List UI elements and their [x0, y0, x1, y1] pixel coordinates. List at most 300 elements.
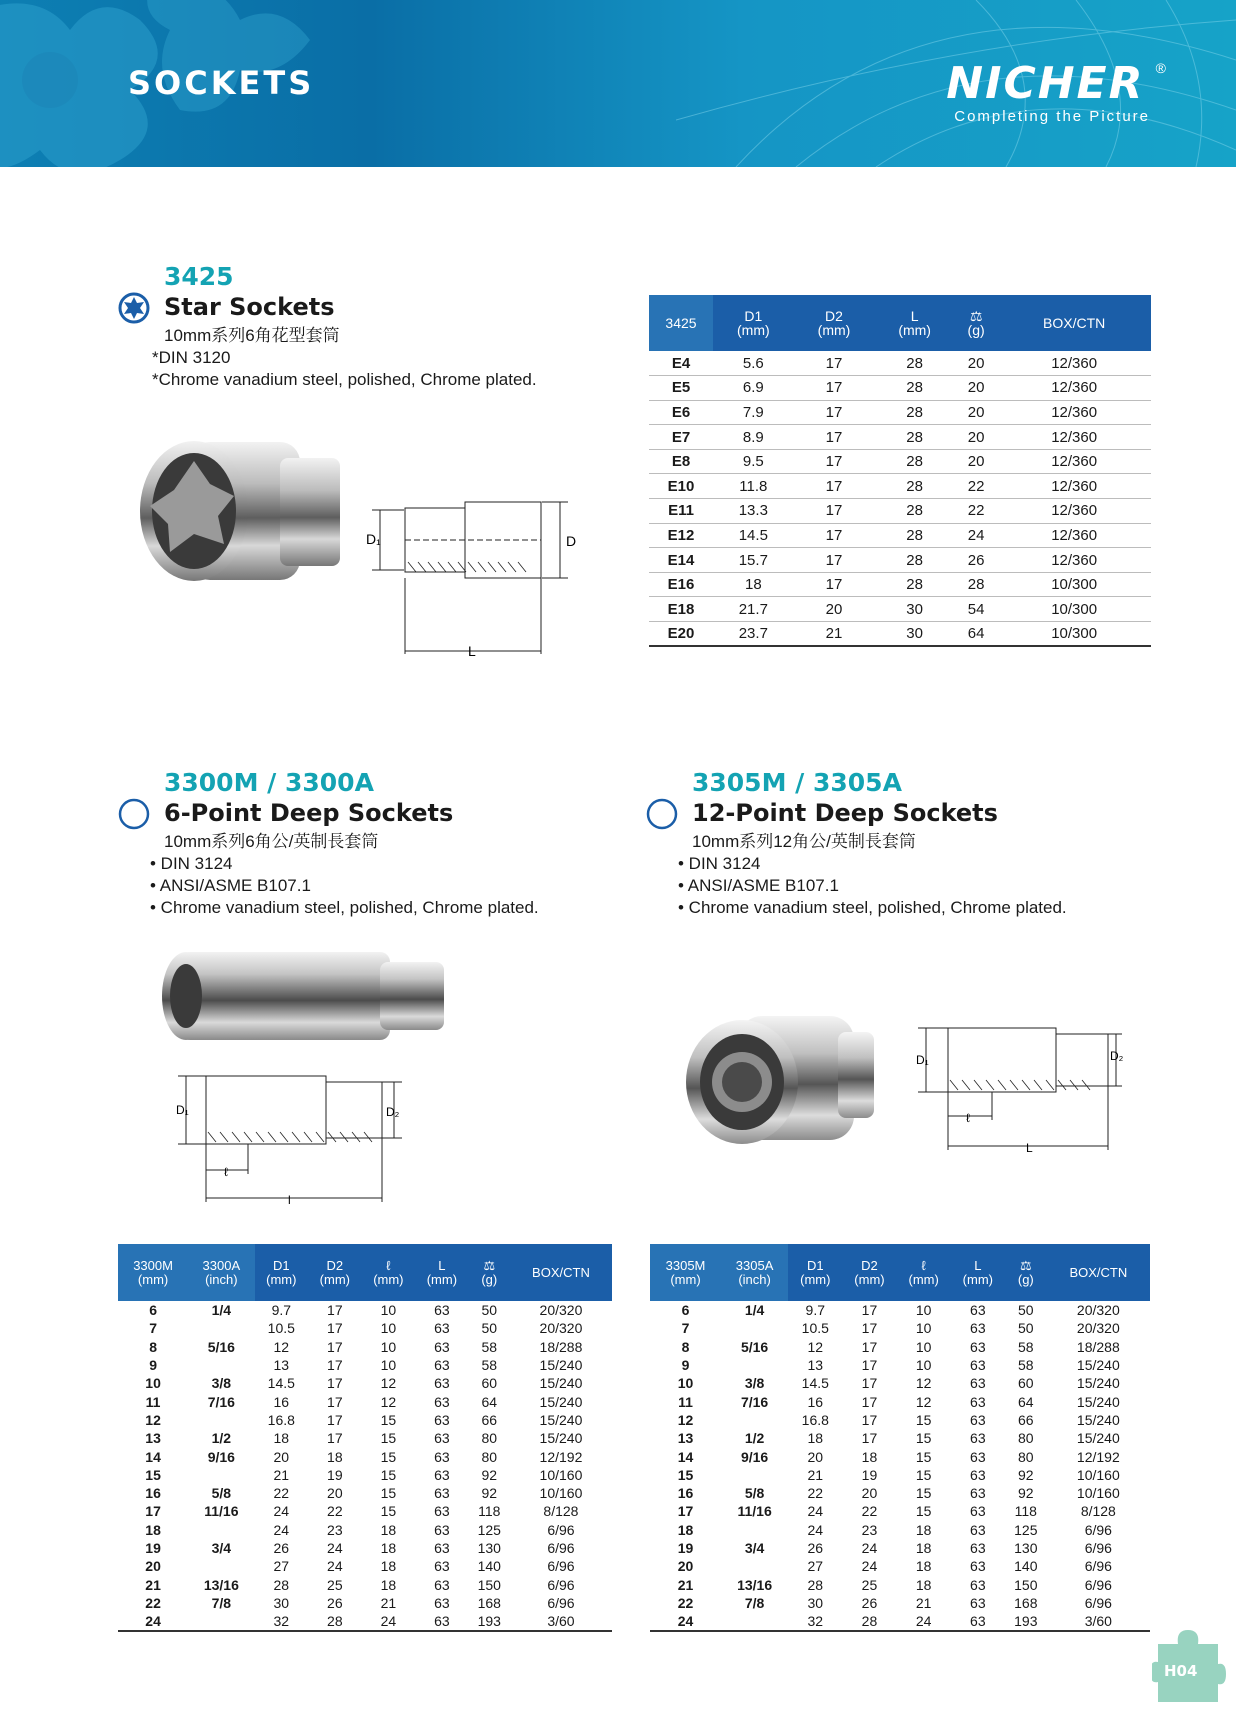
table-cell: 16.8 [267, 1411, 295, 1428]
table-cell: 17 [794, 376, 875, 401]
table-cell: 7/8 [211, 1594, 232, 1611]
dim-l-label: L [468, 643, 476, 659]
col-header [951, 1244, 1005, 1301]
table-cell: 63 [970, 1320, 986, 1337]
table-cell: 24 [807, 1521, 824, 1538]
col-header: 3425 [649, 295, 713, 351]
table-cell: 24 [362, 1612, 416, 1631]
table-cell: 14.5 [713, 523, 794, 548]
table-cell: 6 [149, 1302, 157, 1319]
table-cell: 6/96 [1084, 1576, 1112, 1593]
table-cell: 23 [861, 1521, 878, 1538]
col-header [1005, 1244, 1047, 1301]
table-3300 [118, 1244, 612, 1632]
table-cell: 63 [434, 1448, 450, 1465]
table-cell: 22 [955, 474, 997, 499]
star-socket-diagram [360, 494, 580, 659]
table-cell [721, 1319, 788, 1337]
table-cell: 21 [794, 622, 875, 647]
table-row [649, 376, 1151, 401]
table-cell: 19 [327, 1466, 343, 1483]
dim-l1-label: ℓ [224, 1165, 228, 1179]
table-cell: 6.9 [713, 376, 794, 401]
table-cell: 12/360 [997, 376, 1151, 401]
table-cell: 18 [327, 1448, 343, 1465]
table-cell: 17 [861, 1430, 878, 1447]
header-label: 3300A (inch) [202, 1257, 241, 1287]
table-cell: 28 [955, 572, 997, 597]
product-spec: • ANSI/ASME B107.1 [150, 876, 311, 895]
table-cell: 24 [118, 1612, 188, 1631]
table-cell: 13/16 [737, 1576, 773, 1593]
header-label: BOX/CTN [1043, 315, 1106, 331]
table-cell: 63 [434, 1466, 450, 1483]
table-row [650, 1447, 1150, 1465]
table-cell: 3/60 [510, 1612, 612, 1631]
12-point-socket-photo [678, 1010, 878, 1150]
hexagon-socket-icon [118, 798, 150, 830]
table-cell: 63 [434, 1594, 450, 1611]
dim-d2-label: D₂ [1110, 1049, 1124, 1063]
table-cell: 17 [327, 1320, 343, 1337]
product-spec: • ANSI/ASME B107.1 [678, 876, 839, 895]
table-cell: 26 [861, 1594, 878, 1611]
table-cell [188, 1612, 254, 1631]
table-cell: 18 [145, 1521, 161, 1538]
table-cell: 28 [874, 499, 955, 524]
table-cell [188, 1521, 254, 1539]
table-cell: 20 [327, 1485, 343, 1502]
table-cell: 17 [861, 1393, 878, 1410]
product-spec: *Chrome vanadium steel, polished, Chrome plated. [152, 370, 537, 389]
table-cell: 15/240 [539, 1393, 583, 1410]
table-3425 [649, 295, 1151, 647]
table-cell: 17 [327, 1302, 343, 1319]
table-cell: 30 [874, 622, 955, 647]
table-cell [721, 1612, 788, 1631]
table-cell: 17 [794, 449, 875, 474]
table-cell: 22 [807, 1485, 824, 1502]
table-cell: 23 [327, 1521, 343, 1538]
table-header-row [649, 295, 1151, 351]
col-header [362, 1244, 416, 1301]
table-cell: 125 [1014, 1521, 1038, 1538]
table-cell: 17 [327, 1393, 343, 1410]
table-cell: 63 [970, 1540, 986, 1556]
table-cell: 10/300 [997, 597, 1151, 622]
table-cell: 63 [434, 1393, 450, 1410]
header-label: BOX/CTN [532, 1264, 590, 1280]
table-cell: 28 [842, 1612, 896, 1631]
table-cell: 15/240 [539, 1375, 583, 1392]
table-cell: 80 [1018, 1430, 1034, 1447]
col-header [713, 295, 794, 351]
table-row [118, 1447, 612, 1465]
table-cell: 12/360 [997, 425, 1151, 450]
table-cell: 20 [273, 1448, 290, 1465]
col-header [118, 1244, 188, 1301]
table-cell: 10 [145, 1375, 161, 1392]
table-cell: 20 [955, 351, 997, 376]
table-cell: 12 [145, 1411, 161, 1428]
table-cell: 50 [1018, 1320, 1034, 1337]
table-cell: 12/360 [997, 523, 1151, 548]
table-cell: 16 [807, 1393, 824, 1410]
table-cell: 50 [1018, 1302, 1034, 1319]
table-row [118, 1411, 612, 1429]
table-cell: 63 [434, 1375, 450, 1392]
table-row [650, 1301, 1150, 1319]
table-cell: 80 [481, 1448, 498, 1465]
table-cell: 15/240 [1076, 1375, 1120, 1392]
dodecagon-socket-icon [646, 798, 678, 830]
header-label: L (mm) [898, 308, 931, 338]
table-cell: 64 [481, 1393, 498, 1410]
table-cell: 18 [915, 1521, 932, 1538]
product-code: 3425 [164, 262, 234, 291]
table-row [650, 1612, 1150, 1631]
table-cell: 18 [915, 1576, 932, 1593]
table-cell: 7/8 [744, 1594, 765, 1611]
table-cell: 12/360 [997, 499, 1151, 524]
table-cell: 63 [970, 1503, 986, 1520]
table-cell: 63 [970, 1594, 986, 1611]
table-cell: 7/16 [740, 1393, 769, 1410]
table-cell: 20 [955, 425, 997, 450]
table-cell: 6/96 [547, 1521, 575, 1538]
table-cell: E14 [649, 548, 713, 573]
header-label: BOX/CTN [1069, 1264, 1128, 1280]
col-header [842, 1244, 896, 1301]
table-cell: 92 [481, 1485, 498, 1502]
table-cell: 20 [955, 376, 997, 401]
table-cell: 150 [1014, 1576, 1038, 1593]
table-cell: 6/96 [1084, 1558, 1112, 1575]
table-cell: 28 [273, 1576, 290, 1593]
table-row [118, 1557, 612, 1575]
table-cell: 21.7 [713, 597, 794, 622]
table-cell: 63 [970, 1485, 986, 1502]
dim-l-label: L [1026, 1141, 1033, 1155]
table-cell: E8 [649, 449, 713, 474]
table-cell: 9 [681, 1357, 690, 1374]
table-cell: E6 [649, 400, 713, 425]
table-cell: 21 [915, 1594, 932, 1611]
table-cell: 92 [1018, 1466, 1034, 1483]
table-cell: 20/320 [1076, 1320, 1120, 1337]
table-cell: 60 [1018, 1375, 1034, 1392]
table-cell: 28 [874, 400, 955, 425]
table-cell: E4 [649, 351, 713, 376]
table-cell: 28 [874, 474, 955, 499]
table-cell: 20 [955, 449, 997, 474]
header-label: D2 (mm) [854, 1257, 885, 1287]
table-row [118, 1539, 612, 1557]
table-cell: 8.9 [713, 425, 794, 450]
col-header [469, 1244, 510, 1301]
table-cell: 15/240 [1076, 1357, 1120, 1374]
header-label: L (mm) [962, 1257, 993, 1287]
table-cell: 18 [861, 1448, 878, 1465]
header-label: 3305A (inch) [735, 1257, 774, 1287]
table-cell: 9 [149, 1357, 157, 1374]
table-cell: 58 [481, 1338, 498, 1355]
table-cell: 17 [794, 499, 875, 524]
table-cell: 8/128 [543, 1503, 579, 1520]
table-cell: 6 [681, 1302, 690, 1319]
table-cell: 5.6 [713, 351, 794, 376]
col-header [721, 1244, 788, 1301]
table-cell: 28 [874, 548, 955, 573]
header-label: D1 (mm) [266, 1257, 297, 1287]
table-cell: 10 [915, 1320, 932, 1337]
table-cell: 3/8 [211, 1375, 232, 1392]
table-row [118, 1484, 612, 1502]
col-header [997, 295, 1151, 351]
table-cell: 28 [874, 449, 955, 474]
table-cell: E5 [649, 376, 713, 401]
table-cell: 12 [380, 1375, 397, 1392]
table-cell: 13 [807, 1357, 824, 1374]
table-cell: 58 [1018, 1338, 1034, 1355]
table-cell: 10.5 [267, 1320, 295, 1337]
table-cell: 7/16 [207, 1393, 235, 1410]
col-header [874, 295, 955, 351]
brand-tagline: Completing the Picture [954, 108, 1150, 125]
table-cell [188, 1466, 254, 1484]
header-label: 3305M (mm) [665, 1257, 706, 1287]
col-header [308, 1244, 362, 1301]
table-cell: 27 [273, 1558, 290, 1575]
table-cell: 63 [434, 1430, 450, 1447]
table-cell: 6/96 [547, 1540, 575, 1556]
page-number: H04 [1164, 1662, 1198, 1680]
table-cell: 28 [874, 523, 955, 548]
table-cell: 17 [327, 1357, 343, 1374]
table-cell: 19 [145, 1540, 161, 1556]
table-cell: 168 [477, 1594, 501, 1611]
dim-d1-label: D₁ [176, 1103, 189, 1117]
table-cell: 63 [434, 1320, 450, 1337]
table-cell: 63 [970, 1521, 986, 1538]
table-row [118, 1392, 612, 1410]
table-cell: E10 [649, 474, 713, 499]
dim-l1-label: ℓ [966, 1111, 970, 1125]
table-cell: 15 [380, 1430, 397, 1447]
table-cell: 26 [807, 1540, 824, 1556]
table-cell: 15/240 [1076, 1430, 1120, 1447]
table-cell: 63 [434, 1558, 450, 1575]
table-cell: 21 [380, 1594, 397, 1611]
table-cell: 80 [1018, 1448, 1034, 1465]
table-cell: 17 [794, 572, 875, 597]
header-label: ⚖ (g) [481, 1257, 498, 1287]
table-cell: 3/8 [744, 1375, 765, 1392]
table-cell: 14.5 [267, 1375, 295, 1392]
table-cell: 22 [955, 499, 997, 524]
table-cell: 17 [861, 1411, 878, 1428]
table-row [650, 1356, 1150, 1374]
header-label: D1 (mm) [737, 308, 770, 338]
col-header [1047, 1244, 1150, 1301]
table-cell: 24 [861, 1558, 878, 1575]
table-row [650, 1466, 1150, 1484]
table-cell: 26 [955, 548, 997, 573]
table-cell: 17 [794, 400, 875, 425]
col-header [255, 1244, 309, 1301]
table-cell: 10/160 [1076, 1485, 1120, 1502]
header-label: ⚖ (g) [1017, 1257, 1034, 1287]
table-row [650, 1392, 1150, 1410]
table-cell: 28 [807, 1576, 824, 1593]
table-row [118, 1429, 612, 1447]
table-cell: 150 [477, 1576, 501, 1593]
table-cell: 24 [861, 1540, 878, 1556]
table-cell: 18/288 [539, 1338, 583, 1355]
table-cell: 7 [149, 1320, 157, 1337]
table-cell: 63 [434, 1521, 450, 1538]
table-cell: 17 [794, 548, 875, 573]
table-row [650, 1594, 1150, 1612]
table-cell: 21 [807, 1466, 824, 1483]
product-name: Star Sockets [164, 293, 335, 321]
table-cell: 66 [481, 1411, 498, 1428]
table-cell: 20/320 [1076, 1302, 1120, 1319]
table-cell: 10 [380, 1338, 397, 1355]
table-cell: 1/2 [211, 1430, 232, 1447]
product-code: 3300M / 3300A [164, 768, 374, 797]
table-cell: 28 [874, 351, 955, 376]
table-cell: 28 [874, 425, 955, 450]
table-cell: 58 [1018, 1357, 1034, 1374]
table-cell: 6/96 [1084, 1594, 1112, 1611]
table-cell: 63 [970, 1375, 986, 1392]
table-cell: 20/320 [539, 1320, 583, 1337]
table-cell: 6/96 [1084, 1521, 1112, 1538]
table-cell: 17 [794, 425, 875, 450]
header-label: ℓ (mm) [373, 1257, 404, 1287]
table-cell: 64 [1018, 1393, 1034, 1410]
table-cell: 12/360 [997, 474, 1151, 499]
table-cell: 18 [713, 572, 794, 597]
table-header-row [650, 1244, 1150, 1301]
table-cell: 14.5 [801, 1375, 829, 1392]
col-header [794, 295, 875, 351]
dim-d1-label: D₁ [916, 1053, 929, 1067]
product-3300 [150, 768, 539, 919]
table-cell: 17 [145, 1503, 161, 1520]
table-row [650, 1557, 1150, 1575]
table-cell: 63 [970, 1448, 986, 1465]
table-cell: 7.9 [713, 400, 794, 425]
table-cell: 20 [861, 1485, 878, 1502]
table-cell: 12 [273, 1338, 290, 1355]
table-cell: 15/240 [1076, 1393, 1120, 1410]
table-row [118, 1575, 612, 1593]
table-cell: 17 [861, 1338, 878, 1355]
table-row [650, 1374, 1150, 1392]
table-cell: 18 [273, 1430, 290, 1447]
header-label: D1 (mm) [800, 1257, 831, 1287]
table-cell: 9/16 [207, 1448, 235, 1465]
table-row [650, 1539, 1150, 1557]
product-chinese-desc: 10mm系列6角花型套筒 [164, 326, 340, 345]
table-cell: 12 [380, 1393, 397, 1410]
table-row [650, 1484, 1150, 1502]
header-label: D2 (mm) [817, 308, 851, 338]
table-cell: 18 [915, 1558, 932, 1575]
table-cell: 26 [273, 1540, 290, 1556]
table-row [649, 499, 1151, 524]
table-cell: 22 [677, 1594, 694, 1611]
table-cell [188, 1356, 254, 1374]
table-cell: 15 [915, 1485, 932, 1502]
table-cell: 15 [380, 1411, 397, 1428]
table-row [649, 425, 1151, 450]
product-spec: • Chrome vanadium steel, polished, Chrome plated. [150, 898, 539, 917]
table-row [649, 572, 1151, 597]
table-cell: 6/96 [547, 1576, 575, 1593]
table-cell: 15.7 [713, 548, 794, 573]
table-cell: 17 [327, 1430, 343, 1447]
table-cell: 16 [145, 1485, 161, 1502]
table-row [650, 1521, 1150, 1539]
table-cell: 15 [380, 1503, 397, 1520]
table-cell: 20/320 [539, 1302, 583, 1319]
table-cell: 10.5 [801, 1320, 829, 1337]
table-cell: 63 [434, 1503, 450, 1520]
table-cell: 15/240 [539, 1357, 583, 1374]
table-cell: 28 [874, 572, 955, 597]
table-cell: 10/300 [997, 572, 1151, 597]
table-cell: 12/360 [997, 548, 1151, 573]
table-cell: 63 [434, 1576, 450, 1593]
table-cell: 28 [874, 376, 955, 401]
table-cell: 24 [955, 523, 997, 548]
product-code: 3305M / 3305A [692, 768, 902, 797]
table-cell: 17 [861, 1357, 878, 1374]
table-cell: 17 [861, 1375, 878, 1392]
table-cell: 9/16 [740, 1448, 769, 1465]
table-row [650, 1502, 1150, 1520]
table-cell: 13 [273, 1357, 290, 1374]
table-cell: 19 [861, 1466, 878, 1483]
12-point-socket-diagram [904, 1020, 1124, 1160]
product-spec: • DIN 3124 [150, 854, 233, 873]
table-cell: 20 [145, 1558, 161, 1575]
table-row [650, 1575, 1150, 1593]
table-cell: 20 [794, 597, 875, 622]
table-cell [188, 1557, 254, 1575]
table-cell [721, 1356, 788, 1374]
table-cell: 54 [955, 597, 997, 622]
table-cell: 19 [677, 1540, 694, 1556]
table-cell: 20 [807, 1448, 824, 1465]
table-row [118, 1319, 612, 1337]
table-cell: 24 [273, 1521, 290, 1538]
table-cell: 17 [861, 1320, 878, 1337]
table-cell [721, 1557, 788, 1575]
table-cell: 15/240 [1076, 1411, 1120, 1428]
table-cell: 12/360 [997, 449, 1151, 474]
table-cell: 5/8 [211, 1485, 232, 1502]
product-3425 [152, 262, 537, 391]
page-title: SOCKETS [128, 64, 315, 102]
table-cell: 63 [434, 1411, 450, 1428]
table-cell: 11.8 [713, 474, 794, 499]
table-cell: 15 [915, 1448, 932, 1465]
table-cell: 18 [380, 1558, 397, 1575]
